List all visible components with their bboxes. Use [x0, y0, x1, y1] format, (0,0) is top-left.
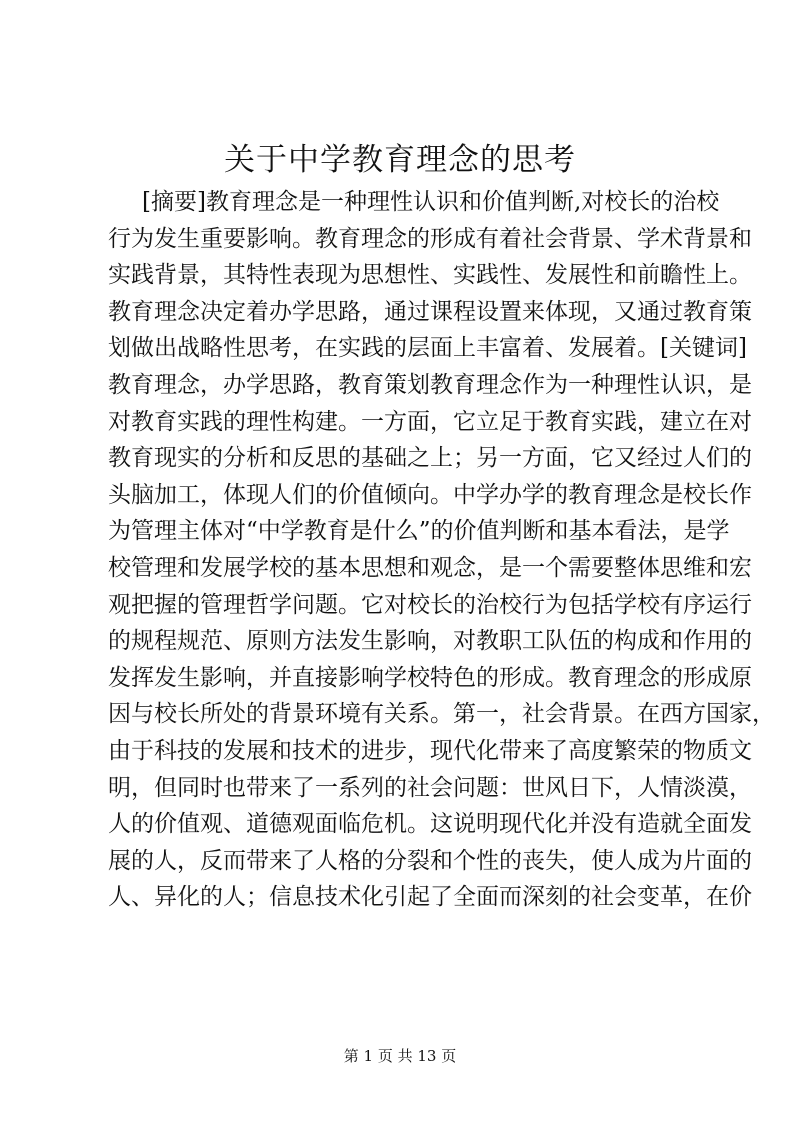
- body-line: 对教育实践的理性构建。一方面，它立足于教育实践，建立在对: [108, 408, 752, 435]
- body-line: 教育理念，办学思路，教育策划教育理念作为一种理性认识，是: [108, 371, 752, 398]
- body-line: 人的价值观、道德观面临危机。这说明现代化并没有造就全面发: [108, 811, 752, 838]
- body-line: 教育现实的分析和反思的基础之上；另一方面，它又经过人们的: [108, 445, 752, 472]
- body-line: 头脑加工，体现人们的价值倾向。中学办学的教育理念是校长作: [108, 481, 752, 508]
- body-line: 的规程规范、原则方法发生影响，对教职工队伍的构成和作用的: [108, 628, 752, 655]
- body-line: 教育理念决定着办学思路，通过课程设置来体现，又通过教育策: [108, 298, 752, 325]
- page-footer: 第 1 页 共 13 页: [343, 1047, 457, 1065]
- body-line: 因与校长所处的背景环境有关系。第一，社会背景。在西方国家，: [108, 701, 775, 728]
- body-line: 明，但同时也带来了一系列的社会问题：世风日下，人情淡漠，: [108, 774, 752, 801]
- body-line: 为管理主体对“中学教育是什么”的价值判断和基本看法，是学: [108, 518, 730, 545]
- body-line: 人、异化的人；信息技术化引起了全面而深刻的社会变革，在价: [108, 884, 752, 911]
- body-line: 观把握的管理哲学问题。它对校长的治校行为包括学校有序运行: [108, 591, 752, 618]
- body-line: 实践背景，其特性表现为思想性、实践性、发展性和前瞻性上。: [108, 262, 752, 289]
- document-body: [108, 184, 775, 916]
- body-line: 展的人，反而带来了人格的分裂和个性的丧失，使人成为片面的: [108, 847, 752, 874]
- body-line: 由于科技的发展和技术的进步，现代化带来了高度繁荣的物质文: [108, 737, 752, 764]
- body-line: 校管理和发展学校的基本思想和观念，是一个需要整体思维和宏: [108, 554, 752, 581]
- document-title: 关于中学教育理念的思考: [224, 142, 576, 178]
- body-line: 发挥发生影响，并直接影响学校特色的形成。教育理念的形成原: [108, 664, 752, 691]
- body-line: [摘要]教育理念是一种理性认识和价值判断,对校长的治校: [142, 189, 720, 215]
- body-line: 行为发生重要影响。教育理念的形成有着社会背景、学术背景和: [108, 225, 752, 252]
- body-line: 划做出战略性思考，在实践的层面上丰富着、发展着。[关键词]: [108, 335, 747, 362]
